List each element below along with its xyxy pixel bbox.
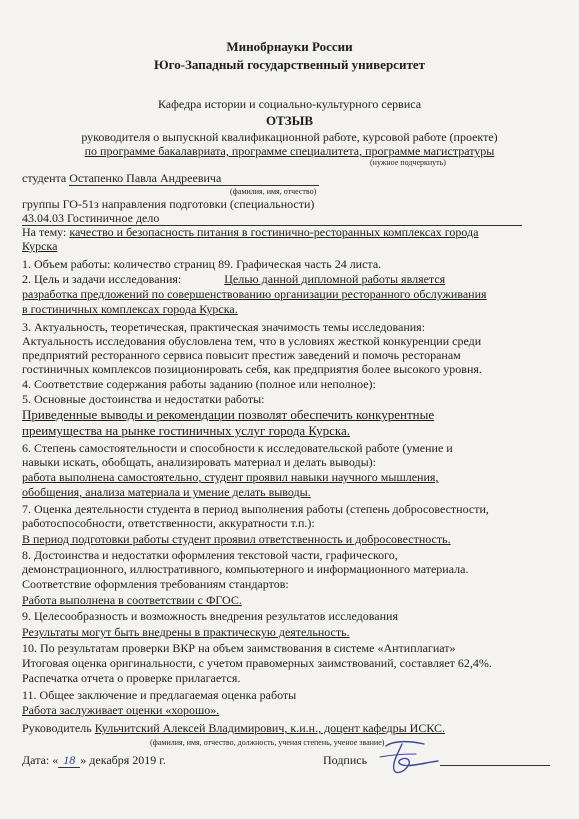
section-11-a: Работа заслуживает оценки «хорошо». <box>22 703 220 717</box>
section-8-c: Соответствие оформления требованиям стандартов: <box>22 577 289 591</box>
section-10-a: 10. По результатам проверки ВКР на объем заимствования в системе «Антиплагиат» <box>22 641 456 655</box>
program-value: 43.04.03 Гостиничное дело <box>22 211 522 226</box>
document-title: ОТЗЫВ <box>265 113 314 128</box>
department-line: Кафедра истории и социально-культурного сервиса <box>157 97 422 111</box>
student-name: Остапенко Павла Андреевича <box>69 171 319 186</box>
supervisor-note: (фамилия, имя, отчество, должность, ученая степень, ученое звание) <box>150 738 385 747</box>
section-7-c: В период подготовки работы студент проявил ответственность и добросовестность. <box>22 532 451 546</box>
supervisor-value: Кульчитский Алексей Владимирович, к.и.н., доцент кафедры ИСКС. <box>94 721 446 735</box>
topic-prefix: На тему: <box>22 225 67 239</box>
signature-rule <box>440 765 550 766</box>
section-3-d: гостиничных комплексов позиционировать себя, как предприятия более высокого уровня. <box>22 362 482 376</box>
section-6-a: 6. Степень самостоятельности и способности к исследовательской работе (умение и <box>22 441 453 455</box>
section-7-a: 7. Оценка деятельности студента в период выполнения работы (степень добросовестности, <box>22 502 489 516</box>
student-prefix: студента <box>22 171 67 185</box>
section-2-label: 2. Цель и задачи исследования: <box>22 272 182 286</box>
subtitle-note: (нужное подчеркнуть) <box>370 158 446 167</box>
date-line <box>22 753 166 768</box>
section-3-a: 3. Актуальность, теоретическая, практическая значимость темы исследования: <box>22 320 426 334</box>
section-1: 1. Объем работы: количество страниц 89. Графическая часть 24 листа. <box>22 257 382 271</box>
group-line: группы ГО-51з направления подготовки (специальности) <box>22 197 315 211</box>
topic-line-2: Курска <box>22 239 58 253</box>
section-5-b: преимущества на рынке гостиничных услуг города Курска. <box>22 423 350 438</box>
signature-label: Подпись <box>323 753 368 767</box>
university-heading: Юго-Западный государственный университет <box>154 57 425 72</box>
section-6-c: работа выполнена самостоятельно, студент проявил навыки научного мышления, <box>22 470 439 484</box>
section-9-b: Результаты могут быть внедрены в практическую деятельность. <box>22 625 350 639</box>
section-2-line <box>22 272 445 286</box>
ministry-heading: Минобрнауки России <box>226 39 353 54</box>
date-day: 18 <box>58 753 80 768</box>
section-3-b: Актуальность исследования обусловлена тем, что в условиях жесткой конкуренции среди <box>22 334 482 348</box>
section-2-text-a: Целью данной дипломной работы является <box>224 272 446 286</box>
section-5: 5. Основные достоинства и недостатки работы: <box>22 392 265 406</box>
section-9-a: 9. Целесообразность и возможность внедрения результатов исследования <box>22 609 398 623</box>
section-2-text-b: разработка предложений по совершенствованию организации ресторанного обслуживания <box>22 287 487 301</box>
section-8-b: демонстрационного, иллюстративного, компьютерного и информационного материала. <box>22 562 469 576</box>
subtitle-programs: по программе бакалавриата, программе специалитета, программе магистратуры <box>84 144 495 158</box>
section-6-b: навыки искать, обобщать, анализировать материал и делать выводы): <box>22 455 377 469</box>
supervisor-prefix: Руководитель <box>22 721 92 735</box>
section-10-c: Распечатка отчета о проверке прилагается. <box>22 671 241 685</box>
subtitle-line-1: руководителя о выпускной квалификационной работе, курсовой работе (проекте) <box>81 130 498 144</box>
handwritten-signature <box>372 737 442 777</box>
section-6-d: обобщения, анализа материала и умение делать выводы. <box>22 485 311 499</box>
student-note: (фамилия, имя, отчество) <box>230 187 317 196</box>
topic-text-1: качество и безопасность питания в гостинично-ресторанных комплексах города <box>69 225 479 239</box>
section-5-a: Приведенные выводы и рекомендации позволят обеспечить конкурентные <box>22 407 435 422</box>
section-3-c: предприятий ресторанного сервиса повысит престиж заведений и помочь ресторанам <box>22 348 461 362</box>
section-11: 11. Общее заключение и предлагаемая оценка работы <box>22 688 297 702</box>
section-2-text-c: в гостиничных комплексах города Курска. <box>22 302 238 316</box>
section-8-d: Работа выполнена в соответствии с ФГОС. <box>22 593 242 607</box>
program-line <box>22 211 522 226</box>
date-suffix: » декабря 2019 г. <box>80 753 166 767</box>
section-4: 4. Соответствие содержания работы заданию (полное или неполное): <box>22 377 376 391</box>
topic-line-1 <box>22 225 478 239</box>
section-7-b: работоспособности, ответственности, аккуратности т.п.): <box>22 516 315 530</box>
section-10-b: Итоговая оценка оригинальности, с учетом правомерных заимствований, составляет 62,4%. <box>22 656 492 670</box>
subtitle-line-2 <box>0 144 579 158</box>
student-line <box>22 171 319 186</box>
section-8-a: 8. Достоинства и недостатки оформления текстовой части, графического, <box>22 548 398 562</box>
supervisor-line <box>22 721 445 735</box>
date-prefix: Дата: « <box>22 753 59 767</box>
